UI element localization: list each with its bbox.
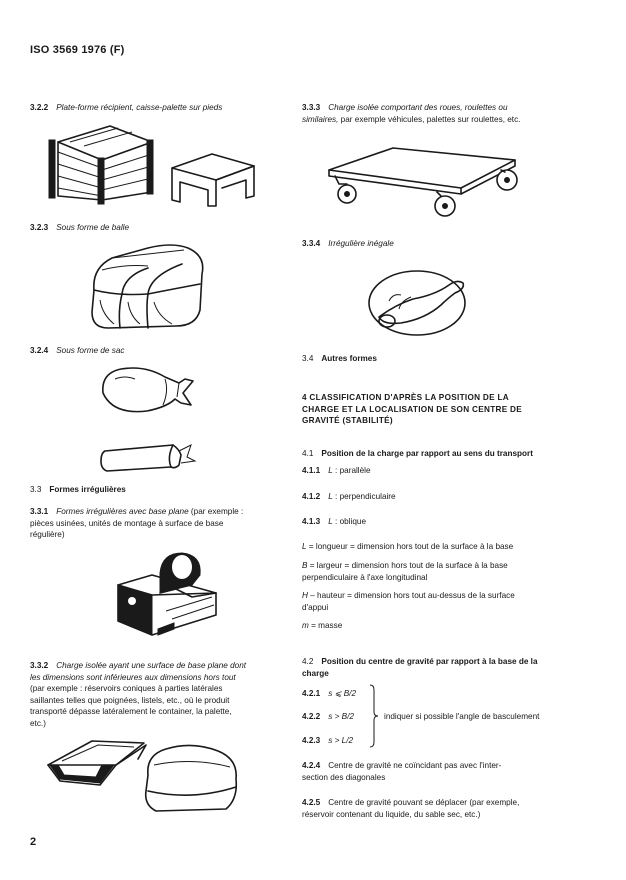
section-4-1 xyxy=(302,448,533,460)
section-3-3 xyxy=(30,484,126,496)
definition-B xyxy=(302,560,572,583)
section-text-2: charge xyxy=(302,668,329,678)
section-text-2: pièces usinées, unités de montage à surface de base xyxy=(30,518,224,528)
section-3-3-4 xyxy=(302,238,394,250)
section-3-3-1 xyxy=(30,506,285,541)
section-text: Plate-forme récipient, caisse-palette sur pieds xyxy=(56,103,223,112)
symbol: L xyxy=(328,517,333,526)
section-text: Formes irrégulières xyxy=(49,485,126,494)
symbol: H xyxy=(302,591,308,600)
section-text: Sous forme de sac xyxy=(56,346,125,355)
section-number: 3.2.4 xyxy=(30,346,49,355)
section-text: Autres formes xyxy=(321,354,377,363)
page-header-title: ISO 3569 1976 (F) xyxy=(30,44,125,56)
box-pallet-illustration xyxy=(40,120,270,210)
section-text-1: Charge isolée ayant une surface de base plane dont xyxy=(56,661,247,670)
section-text-1: Centre de gravité ne coïncidant pas avec l'inter- xyxy=(328,761,502,770)
section-3-3-2 xyxy=(30,660,285,729)
definition-text: = longueur = dimension hors tout de la surface à la base xyxy=(306,542,514,551)
section-text-6: etc.) xyxy=(30,718,46,728)
section-number: 3.3.1 xyxy=(30,507,49,516)
section-4-2-2 xyxy=(302,711,354,723)
section-text-2: section des diagonales xyxy=(302,772,386,782)
section-4-2-1 xyxy=(302,688,356,700)
section-text-5: transporté dépasse latéralement le container, la palette, xyxy=(30,707,232,716)
section-4-1-3 xyxy=(302,516,366,528)
section-number: 3.3.3 xyxy=(302,103,321,112)
section-4-2-note: indiquer si possible l'angle de basculement xyxy=(384,712,540,721)
section-text-4: saillantes telles que poignées, listels, etc., où le produit xyxy=(30,695,230,705)
heading-line-1: 4 CLASSIFICATION D'APRÈS LA POSITION DE LA xyxy=(302,393,509,402)
section-number: 4.2.1 xyxy=(302,689,321,698)
section-text: : parallèle xyxy=(332,466,371,475)
section-4-2-3 xyxy=(302,735,353,747)
section-number: 4.2 xyxy=(302,657,314,666)
heading-line-2: CHARGE ET LA LOCALISATION DE SON CENTRE DE xyxy=(302,404,523,414)
symbol: L xyxy=(328,492,333,501)
heading-line-3: GRAVITÉ (STABILITÉ) xyxy=(302,416,393,425)
section-3-2-2 xyxy=(30,102,222,114)
section-number: 4.2.4 xyxy=(302,761,321,770)
section-text-2: les dimensions sont inférieures aux dimensions hors tout xyxy=(30,672,236,682)
section-4-1-2 xyxy=(302,491,396,503)
definition-text: = masse xyxy=(308,621,343,630)
brace-symbol xyxy=(368,684,380,748)
section-4-1-1 xyxy=(302,465,371,477)
tray-and-tank-illustration xyxy=(42,735,282,820)
machined-part-illustration xyxy=(112,545,242,645)
section-number: 3.4 xyxy=(302,354,314,363)
section-text-1: Centre de gravité pouvant se déplacer (par exemple, xyxy=(328,798,520,807)
section-text-2: par exemple véhicules, palettes sur roulettes, etc. xyxy=(338,114,521,124)
section-4-heading xyxy=(302,392,562,427)
definition-text-2: d'appui xyxy=(302,602,329,612)
section-text-1: Charge isolée comportant des roues, roulettes ou xyxy=(328,103,508,112)
section-number: 4.2.3 xyxy=(302,736,321,745)
section-text-3: régulière) xyxy=(30,530,65,539)
page-number: 2 xyxy=(30,836,37,848)
symbol: L xyxy=(302,542,307,551)
section-text-1: (par exemple : xyxy=(188,507,244,516)
section-number: 3.2.2 xyxy=(30,103,49,112)
section-number: 4.1.1 xyxy=(302,466,321,475)
section-italic: Formes irrégulières avec base plane xyxy=(56,507,189,516)
formula: s > B/2 xyxy=(328,712,354,721)
formula: s > L/2 xyxy=(328,736,354,745)
sack-illustration xyxy=(95,365,215,475)
section-text-1: Position du centre de gravité par rapport à la base de la xyxy=(321,657,538,666)
section-4-2-5 xyxy=(302,797,567,820)
section-text-2: réservoir contenant du liquide, du sable sec, etc.) xyxy=(302,809,481,819)
section-number: 4.1.3 xyxy=(302,517,321,526)
section-text: Irrégulière inégale xyxy=(328,239,394,248)
symbol: B xyxy=(302,561,308,570)
symbol: L xyxy=(328,466,333,475)
section-3-4 xyxy=(302,353,377,365)
section-number: 3.3.4 xyxy=(302,239,321,248)
section-3-3-3 xyxy=(302,102,562,125)
definition-text-2: perpendiculaire à l'axe longitudinal xyxy=(302,572,428,582)
definition-text: – hauteur = dimension hors tout au-dessus de la surface xyxy=(307,591,515,600)
definition-m xyxy=(302,620,342,632)
definition-H xyxy=(302,590,572,613)
irregular-load-illustration xyxy=(365,265,475,340)
section-text-3: (par exemple : réservoirs coniques à parties latérales xyxy=(30,684,223,693)
section-text-2-italic: similaires, xyxy=(302,114,339,124)
section-text: Sous forme de balle xyxy=(56,223,130,232)
section-number: 4.1 xyxy=(302,449,314,458)
section-text: : oblique xyxy=(332,517,367,526)
section-text: Position de la charge par rapport au sens du transport xyxy=(321,449,533,458)
definition-text: = largeur = dimension hors tout de la surface à la base xyxy=(307,561,508,570)
bale-illustration xyxy=(88,240,218,335)
section-number: 3.2.3 xyxy=(30,223,49,232)
section-number: 4.1.2 xyxy=(302,492,321,501)
section-number: 4.2.5 xyxy=(302,798,321,807)
symbol: m xyxy=(302,621,309,630)
formula: s ⩽ B/2 xyxy=(328,689,357,698)
section-number: 3.3 xyxy=(30,485,42,494)
section-4-2-4 xyxy=(302,760,567,783)
section-text: : perpendiculaire xyxy=(332,492,396,501)
section-number: 4.2.2 xyxy=(302,712,321,721)
section-3-2-4 xyxy=(30,345,124,357)
wheeled-dolly-illustration xyxy=(325,140,535,220)
section-number: 3.3.2 xyxy=(30,661,49,670)
section-3-2-3 xyxy=(30,222,129,234)
section-4-2 xyxy=(302,656,567,679)
definition-L xyxy=(302,541,572,553)
